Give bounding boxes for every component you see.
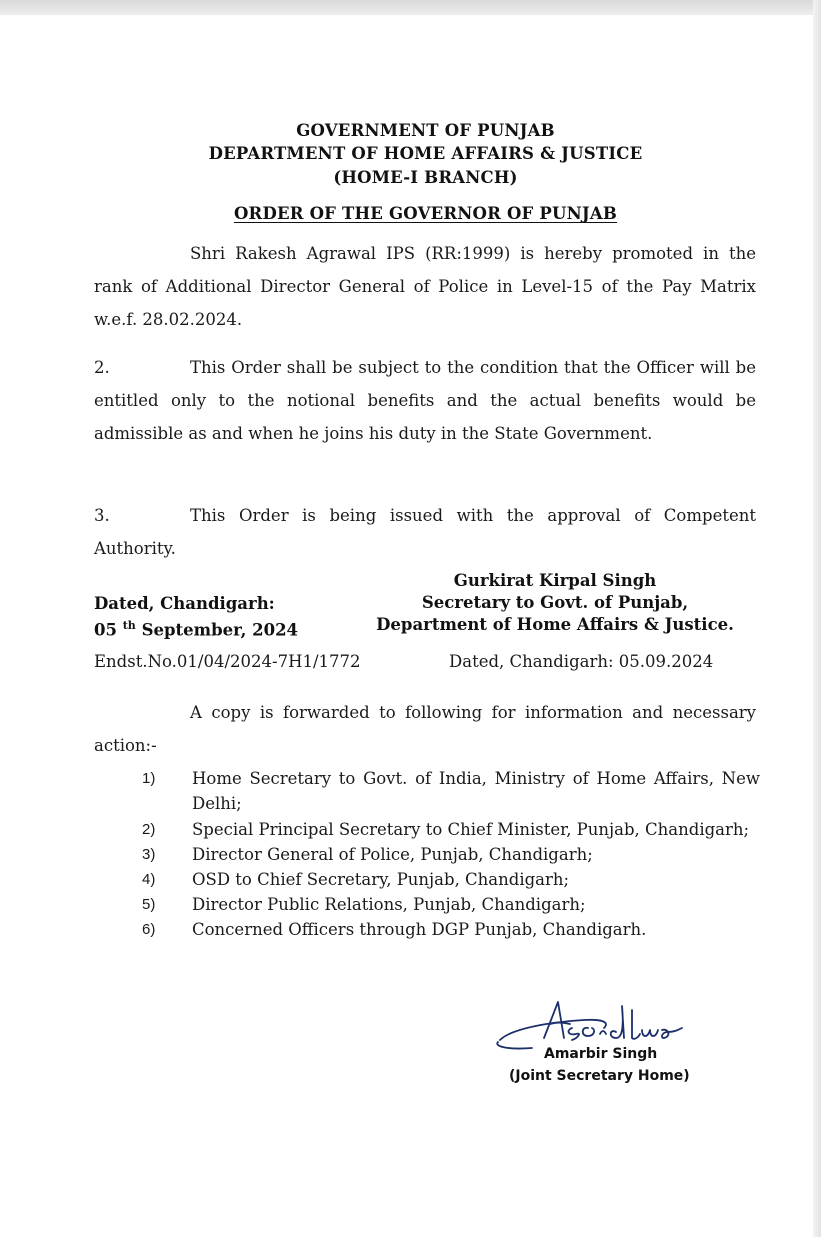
paragraph-2-number: 2. [94,358,110,377]
dated-date: 05 $^{th}$ September, 2024 [94,619,299,640]
order-title: ORDER OF THE GOVERNOR OF PUNJAB [233,204,618,223]
list-item: 2) Special Principal Secretary to Chief Minister, Punjab, Chandigarh; [142,820,750,839]
endorser-designation: (Joint Secretary Home) [509,1068,690,1084]
header-branch: (HOME-I BRANCH) [333,168,518,187]
paragraph-1-text: Shri Rakesh Agrawal IPS (RR:1999) is hereby promoted in the rank of Additional Director General of Police in Level-15 of the Pay Matrix w.e.f. 28.02.2024. [94,244,756,329]
list-item: 5) Director Public Relations, Punjab, Chandigarh; [142,895,586,914]
endorsement-number: Endst.No.01/04/2024-7H1/1772 [94,652,361,671]
dated-place: Dated, Chandigarh: [94,594,275,613]
top-edge-shadow [0,0,821,15]
signatory-block [360,570,750,636]
order-title-wrap [0,204,821,223]
endorsement-date: Dated, Chandigarh: 05.09.2024 [449,652,714,671]
paragraph-2 [94,351,756,450]
signatory-name: Gurkirat Kirpal Singh [453,571,657,590]
paragraph-2-text: This Order shall be subject to the condition that the Officer will be entitled only to the notional benefits and the actual benefits would be admissible as and when he joins his duty in the State Government. [94,358,756,443]
paragraph-3-number: 3. [94,506,110,525]
copy-list [140,766,760,942]
paragraph-3 [94,499,756,565]
signatory-department: Department of Home Affairs & Justice. [376,615,734,634]
list-item: 4) OSD to Chief Secretary, Punjab, Chandigarh; [142,870,570,889]
paragraph-3-text: This Order is being issued with the approval of Competent Authority. [94,506,756,558]
forward-text: A copy is forwarded to following for information and necessary action:- [94,703,756,755]
paragraph-1 [94,237,756,336]
header-government: GOVERNMENT OF PUNJAB [296,121,555,140]
endorser-name: Amarbir Singh [544,1046,658,1062]
dated-block [94,593,298,642]
list-item: 6) Concerned Officers through DGP Punjab, Chandigarh. [142,920,647,939]
list-item: 3) Director General of Police, Punjab, Chandigarh; [142,845,593,864]
forward-paragraph [94,696,756,762]
signatory-designation: Secretary to Govt. of Punjab, [421,593,689,612]
header-department: DEPARTMENT OF HOME AFFAIRS & JUSTICE [208,144,643,163]
list-item: 1) Home Secretary to Govt. of India, Ministry of Home Affairs, New Delhi; [142,769,760,813]
